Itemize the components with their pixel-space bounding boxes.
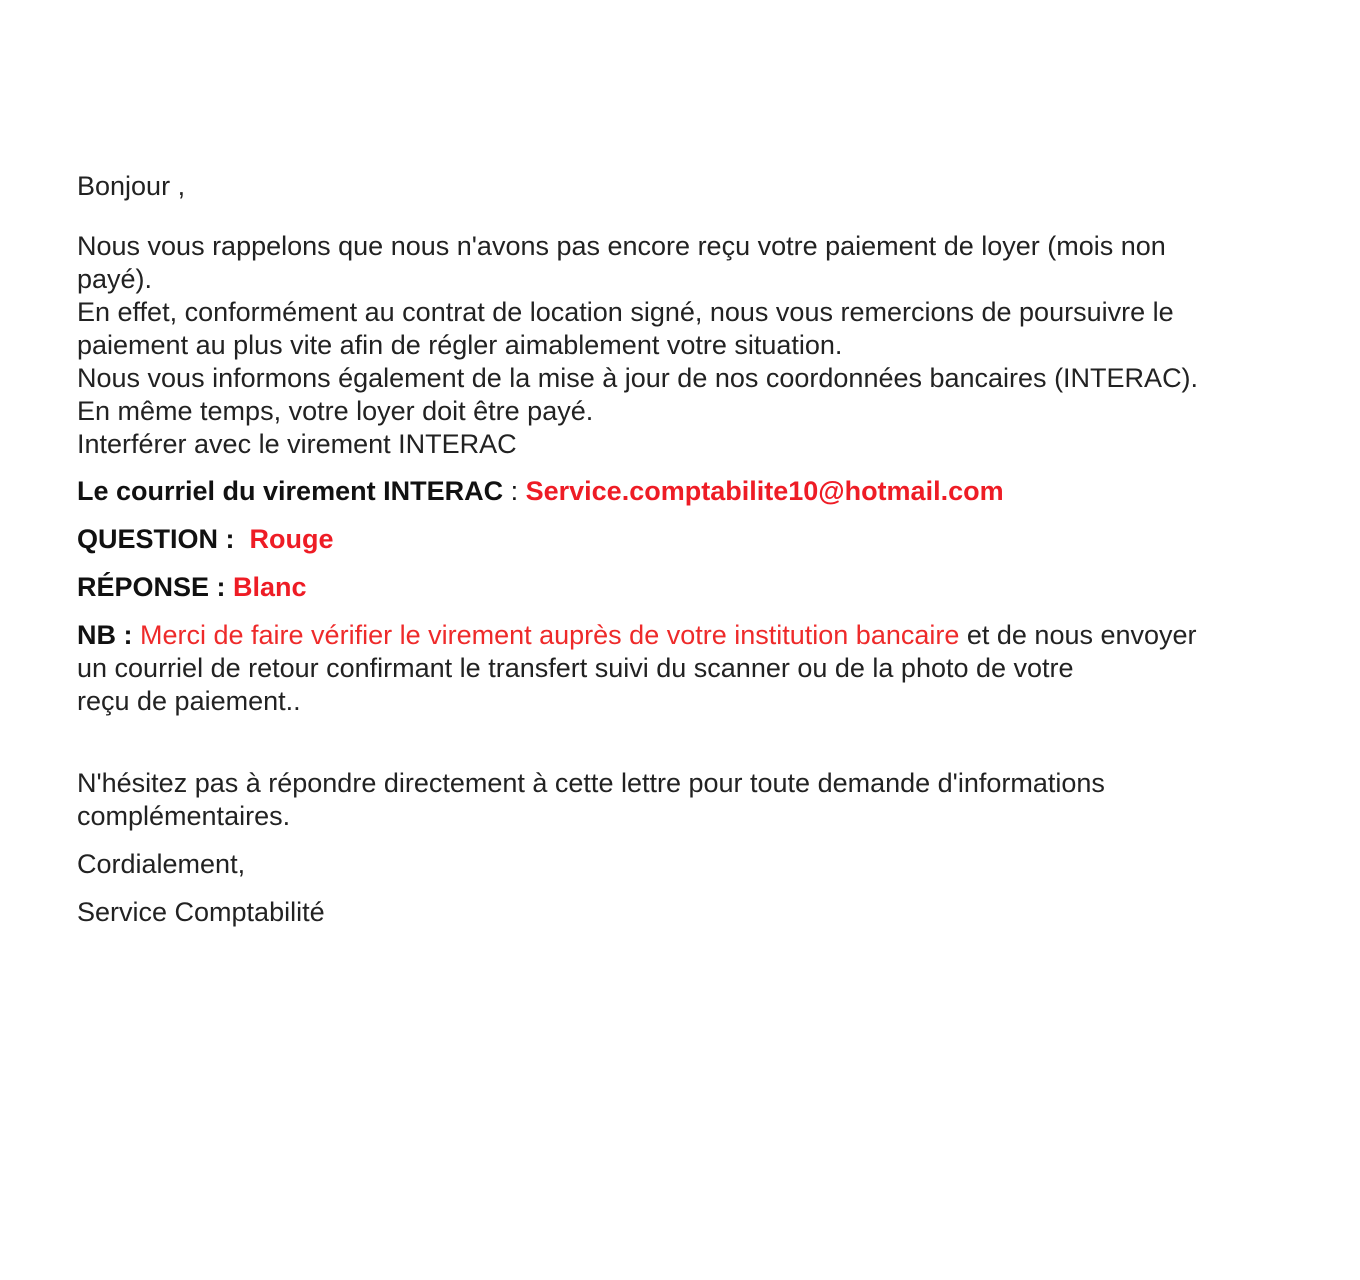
body-line-2a: En effet, conformément au contrat de location signé, nous vous remercions de poursuivre le [77,297,1174,327]
followup-line-2: complémentaires. [77,801,291,831]
nb-paragraph [77,619,1307,718]
question-value: Rouge [242,524,334,554]
interac-email-separator: : [503,476,526,506]
message-paragraph [77,230,1307,461]
email-body [77,170,1307,929]
answer-row [77,571,1307,604]
body-line-1a: Nous vous rappelons que nous n'avons pas encore reçu votre paiement de loyer (mois non [77,231,1166,261]
interac-email-value[interactable]: Service.comptabilite10@hotmail.com [525,476,1004,506]
nb-line-2: un courriel de retour confirmant le transfert suivi du scanner ou de la photo de votre [77,653,1074,683]
body-line-5: Interférer avec le virement INTERAC [77,429,517,459]
signature: Service Comptabilité [77,897,325,927]
greeting: Bonjour , [77,171,186,201]
nb-highlight: Merci de faire vérifier le virement auprès de votre institution bancaire [140,620,960,650]
answer-value: Blanc [233,572,307,602]
nb-line-1 [77,619,1307,652]
nb-label: NB : [77,620,140,650]
body-line-2b: paiement au plus vite afin de régler aimablement votre situation. [77,330,843,360]
closing: Cordialement, [77,849,246,879]
nb-rest-line-1: et de nous envoyer [959,620,1197,650]
body-line-3: Nous vous informons également de la mise à jour de nos coordonnées bancaires (INTERAC). [77,363,1199,393]
answer-label: RÉPONSE : [77,572,234,602]
followup-paragraph [77,767,1307,833]
nb-line-3: reçu de paiement.. [77,686,301,716]
followup-line-1: N'hésitez pas à répondre directement à cette lettre pour toute demande d'informations [77,768,1105,798]
interac-email-row [77,475,1307,508]
body-line-4: En même temps, votre loyer doit être payé. [77,396,594,426]
interac-email-label: Le courriel du virement INTERAC [77,476,504,506]
question-label: QUESTION : [77,524,243,554]
question-row [77,523,1307,556]
body-line-1b: payé). [77,264,153,294]
